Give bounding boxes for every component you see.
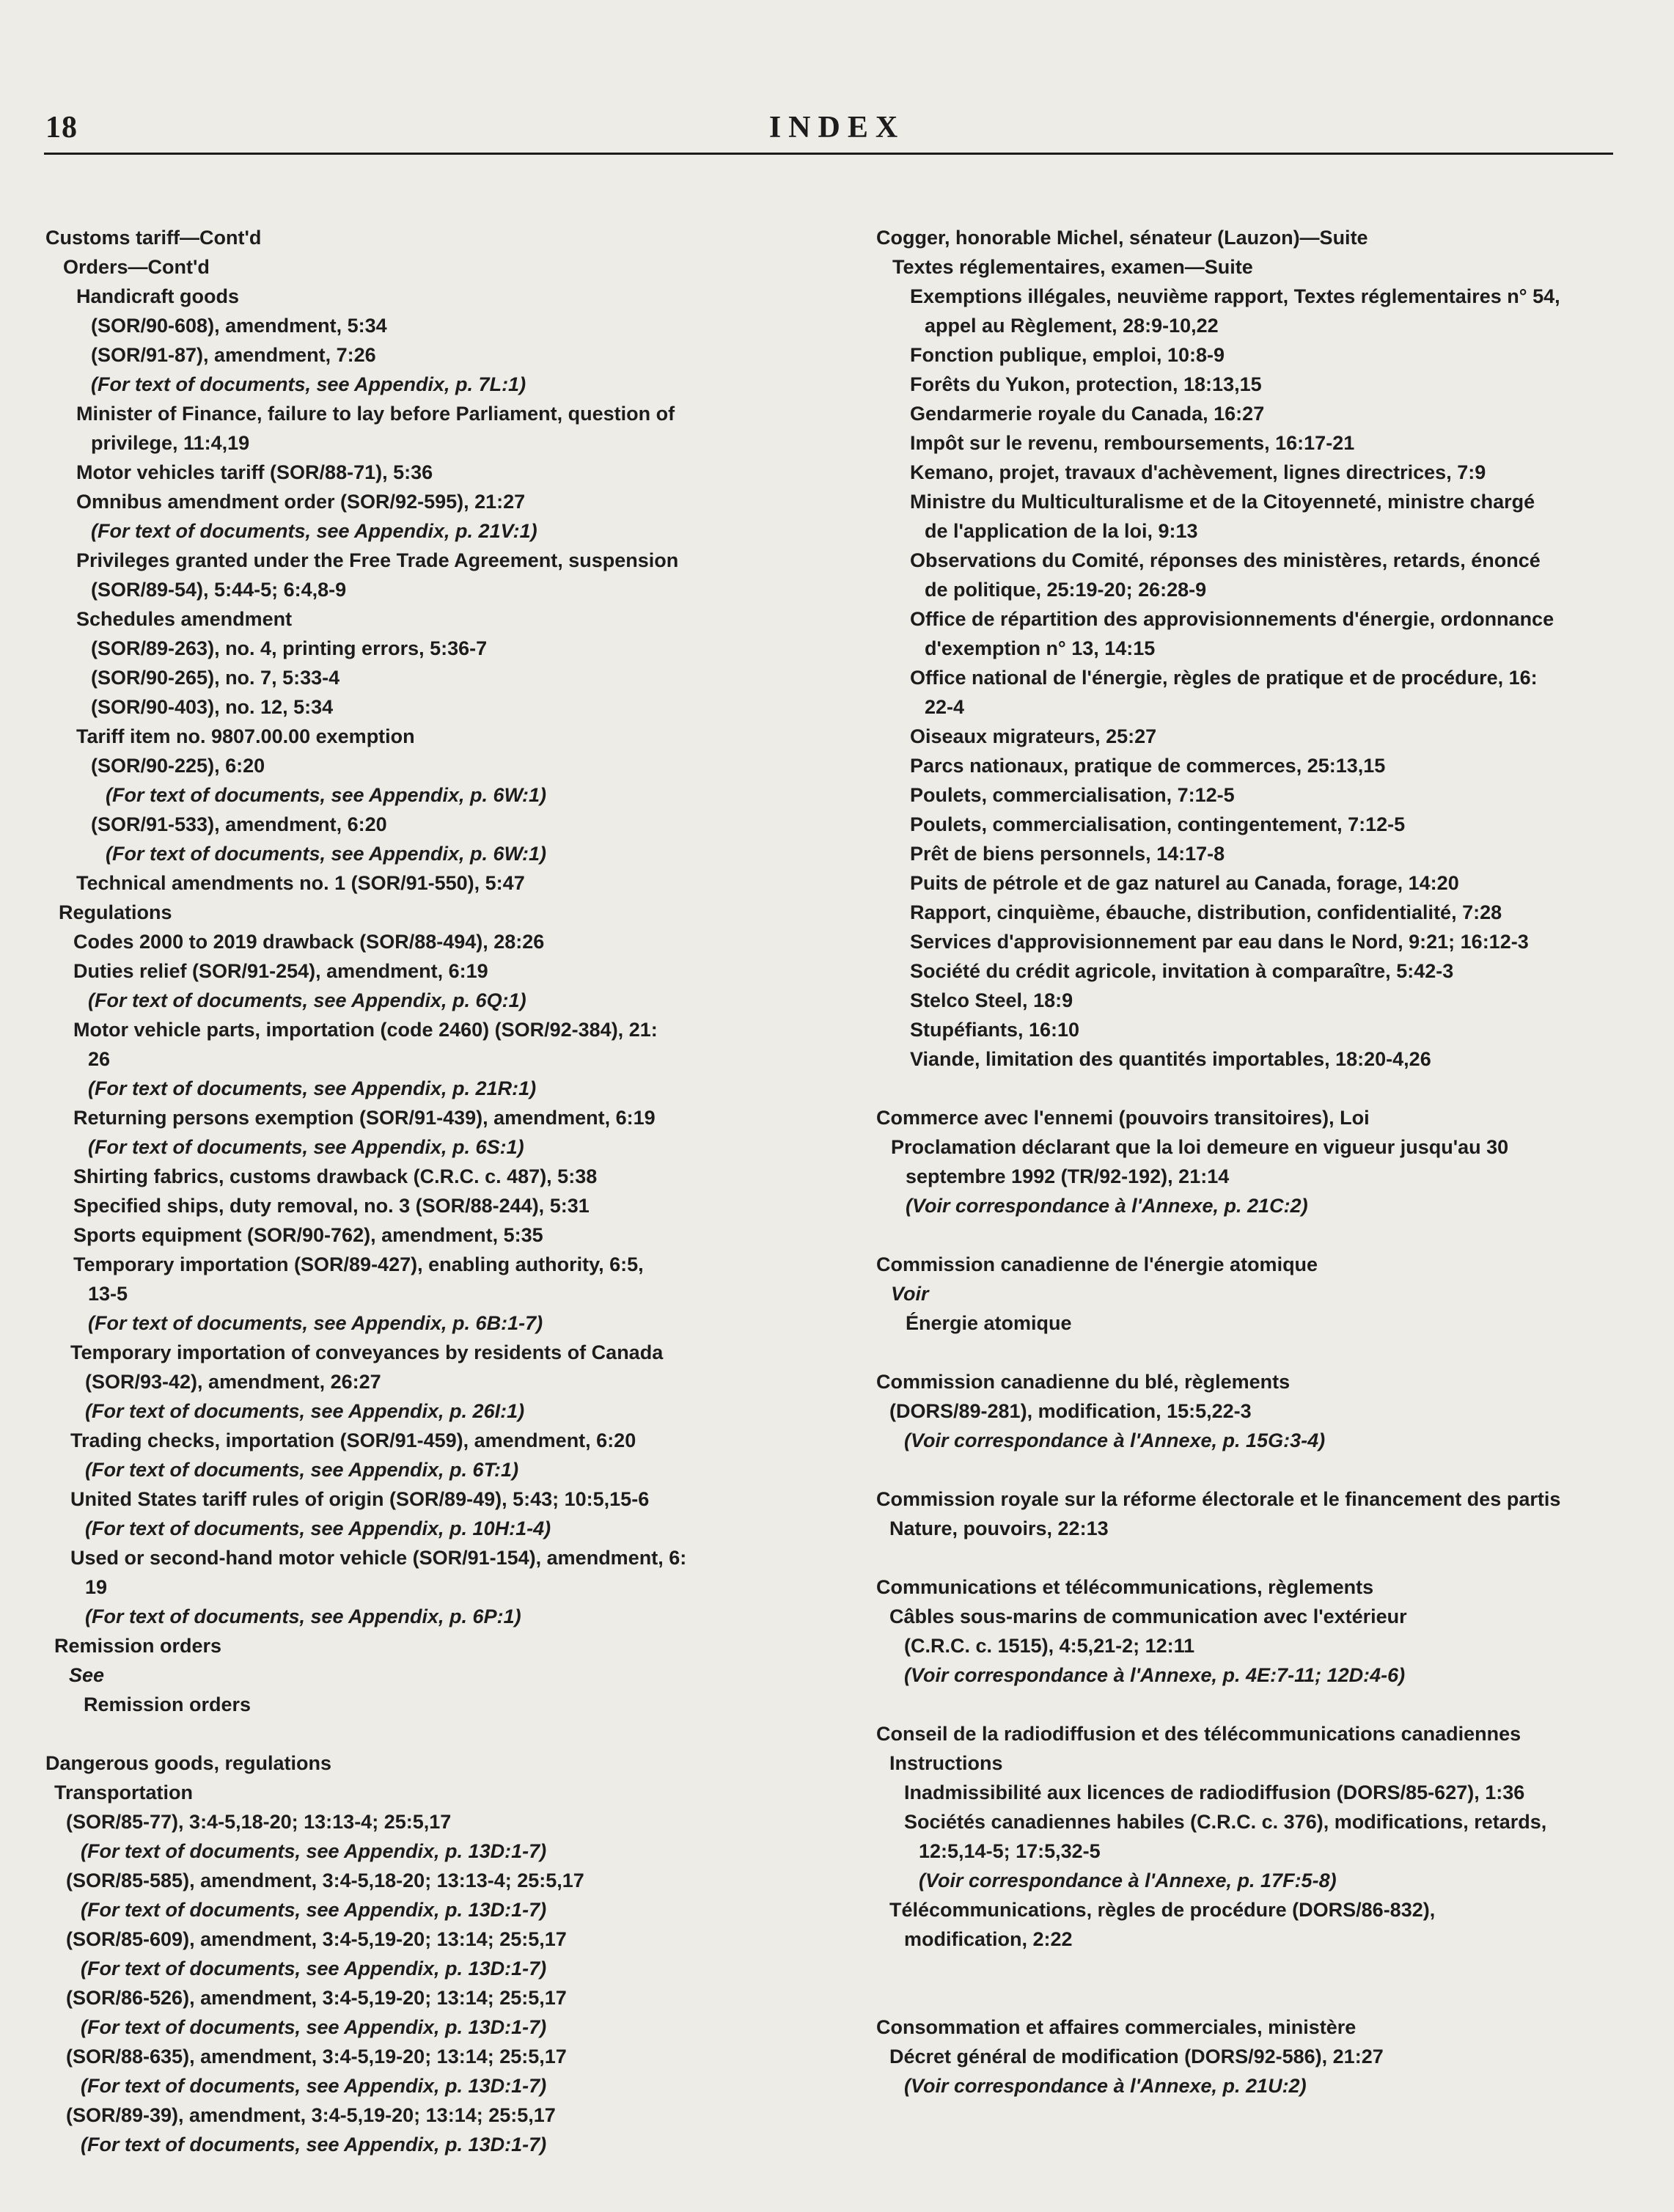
index-reference-line: (For text of documents, see Appendix, p. 13D:1-7) — [81, 2134, 547, 2156]
index-entry: (SOR/89-54), 5:44-5; 6:4,8-9 — [91, 579, 347, 601]
index-entry: modification, 2:22 — [904, 1928, 1073, 1950]
index-reference-line: (For text of documents, see Appendix, p. 13D:1-7) — [81, 1899, 547, 1921]
index-reference-line: (For text of documents, see Appendix, p. 26I:1) — [85, 1400, 525, 1422]
index-entry: (SOR/86-526), amendment, 3:4-5,19-20; 13:14; 25:5,17 — [66, 1987, 567, 2009]
index-entry: Puits de pétrole et de gaz naturel au Canada, forage, 14:20 — [910, 872, 1459, 894]
index-entry: Stelco Steel, 18:9 — [910, 989, 1073, 1011]
index-entry: Office national de l'énergie, règles de pratique et de procédure, 16: — [910, 667, 1538, 689]
index-heading: Customs tariff—Cont'd — [45, 227, 262, 249]
index-entry: Câbles sous-marins de communication avec l'extérieur — [889, 1605, 1407, 1627]
entry-gap — [876, 1220, 1639, 1250]
index-heading: Communications et télécommunications, règlements — [876, 1576, 1374, 1598]
index-reference-line: (For text of documents, see Appendix, p. 13D:1-7) — [81, 1840, 547, 1862]
index-entry: Kemano, projet, travaux d'achèvement, lignes directrices, 7:9 — [910, 461, 1486, 483]
index-entry: (SOR/90-265), no. 7, 5:33-4 — [91, 667, 340, 689]
index-heading: Dangerous goods, regulations — [45, 1752, 332, 1774]
index-entry: Remission orders — [84, 1693, 252, 1715]
index-reference-line: (For text of documents, see Appendix, p. 21V:1) — [91, 520, 537, 542]
index-entry: Nature, pouvoirs, 22:13 — [889, 1517, 1109, 1539]
index-entry: Used or second-hand motor vehicle (SOR/91-154), amendment, 6: — [70, 1547, 687, 1569]
index-entry: Privileges granted under the Free Trade Agreement, suspension — [76, 549, 679, 571]
index-entry: Transportation — [54, 1781, 194, 1803]
index-entry: (SOR/91-533), amendment, 6:20 — [91, 813, 387, 835]
index-entry: (SOR/88-635), amendment, 3:4-5,19-20; 13:14; 25:5,17 — [66, 2046, 567, 2068]
page-number: 18 — [45, 111, 78, 144]
index-reference-line: (Voir correspondance à l'Annexe, p. 17F:5-8) — [919, 1869, 1337, 1891]
index-reference-line: (For text of documents, see Appendix, p. 6Q:1) — [88, 989, 526, 1011]
index-entry: (SOR/85-609), amendment, 3:4-5,19-20; 13:14; 25:5,17 — [66, 1928, 567, 1950]
index-entry: Poulets, commercialisation, 7:12-5 — [910, 784, 1235, 806]
index-entry: Oiseaux migrateurs, 25:27 — [910, 725, 1157, 747]
index-entry: Duties relief (SOR/91-254), amendment, 6:19 — [73, 960, 488, 982]
index-entry: Motor vehicles tariff (SOR/88-71), 5:36 — [76, 461, 433, 483]
index-reference-line: (For text of documents, see Appendix, p. 6T:1) — [85, 1459, 519, 1481]
entry-gap — [876, 1543, 1639, 1572]
index-heading: Commission canadienne du blé, règlements — [876, 1371, 1291, 1393]
index-entry: (C.R.C. c. 1515), 4:5,21-2; 12:11 — [904, 1635, 1195, 1657]
header-rule — [44, 153, 1613, 155]
index-reference-line: (For text of documents, see Appendix, p. 6W:1) — [106, 784, 547, 806]
index-entry: 26 — [88, 1048, 111, 1070]
index-reference-line: (For text of documents, see Appendix, p. 21R:1) — [88, 1077, 537, 1099]
index-entry: privilege, 11:4,19 — [91, 432, 250, 454]
index-reference-line: (Voir correspondance à l'Annexe, p. 15G:3-4) — [904, 1429, 1326, 1451]
index-reference-line: (For text of documents, see Appendix, p. 7L:1) — [91, 373, 526, 395]
index-entry: Sports equipment (SOR/90-762), amendment, 5:35 — [73, 1224, 543, 1246]
index-entry: Viande, limitation des quantités importables, 18:20-4,26 — [910, 1048, 1431, 1070]
index-entry: (SOR/90-225), 6:20 — [91, 755, 265, 777]
index-reference-line: (For text of documents, see Appendix, p. 6B:1-7) — [88, 1312, 543, 1334]
index-entry: Motor vehicle parts, importation (code 2460) (SOR/92-384), 21: — [73, 1019, 658, 1041]
index-reference-line: (Voir correspondance à l'Annexe, p. 21U:2) — [904, 2075, 1307, 2097]
index-entry: Observations du Comité, réponses des ministères, retards, énoncé — [910, 549, 1541, 571]
index-entry: Gendarmerie royale du Canada, 16:27 — [910, 403, 1265, 425]
index-entry: 19 — [85, 1576, 108, 1598]
index-reference-line: (For text of documents, see Appendix, p. 6W:1) — [106, 843, 547, 865]
index-reference-line: (For text of documents, see Appendix, p. 6S:1) — [88, 1136, 524, 1158]
entry-gap — [876, 1954, 1639, 1983]
index-entry: (DORS/89-281), modification, 15:5,22-3 — [889, 1400, 1252, 1422]
index-entry: (SOR/91-87), amendment, 7:26 — [91, 344, 376, 366]
index-entry: United States tariff rules of origin (SOR/89-49), 5:43; 10:5,15-6 — [70, 1488, 650, 1510]
index-entry: Specified ships, duty removal, no. 3 (SOR/88-244), 5:31 — [73, 1195, 590, 1217]
index-reference-line: Voir — [891, 1283, 929, 1305]
index-entry: Tariff item no. 9807.00.00 exemption — [76, 725, 415, 747]
index-entry: Fonction publique, emploi, 10:8-9 — [910, 344, 1225, 366]
entry-gap — [45, 1719, 837, 1748]
index-entry: 13-5 — [88, 1283, 128, 1305]
entry-gap — [876, 1074, 1639, 1103]
index-entry: Minister of Finance, failure to lay before Parliament, question of — [76, 403, 675, 425]
index-entry: 12:5,14-5; 17:5,32-5 — [919, 1840, 1101, 1862]
index-entry: Temporary importation (SOR/89-427), enabling authority, 6:5, — [73, 1253, 644, 1275]
index-entry: Trading checks, importation (SOR/91-459), amendment, 6:20 — [70, 1429, 636, 1451]
running-head-title: INDEX — [768, 111, 906, 144]
index-entry: Proclamation déclarant que la loi demeure en vigueur jusqu'au 30 — [891, 1136, 1509, 1158]
index-entry: Textes réglementaires, examen—Suite — [892, 256, 1253, 278]
index-entry: de politique, 25:19-20; 26:28-9 — [925, 579, 1207, 601]
index-entry: Returning persons exemption (SOR/91-439), amendment, 6:19 — [73, 1107, 656, 1129]
index-entry: Impôt sur le revenu, remboursements, 16:17-21 — [910, 432, 1355, 454]
index-entry: Technical amendments no. 1 (SOR/91-550), 5:47 — [76, 872, 525, 894]
index-entry: (SOR/90-403), no. 12, 5:34 — [91, 696, 334, 718]
index-heading: Commission canadienne de l'énergie atomique — [876, 1253, 1318, 1275]
index-entry: Énergie atomique — [906, 1312, 1072, 1334]
index-entry: Décret général de modification (DORS/92-586), 21:27 — [889, 2046, 1384, 2068]
index-reference-line: (For text of documents, see Appendix, p. 13D:1-7) — [81, 2016, 547, 2038]
index-reference-line: (Voir correspondance à l'Annexe, p. 4E:7-11; 12D:4-6) — [904, 1664, 1406, 1686]
index-heading: Commission royale sur la réforme électorale et le financement des partis — [876, 1488, 1561, 1510]
index-entry: (SOR/93-42), amendment, 26:27 — [85, 1371, 381, 1393]
index-entry: (SOR/89-39), amendment, 3:4-5,19-20; 13:14; 25:5,17 — [66, 2104, 556, 2126]
index-entry: Inadmissibilité aux licences de radiodiffusion (DORS/85-627), 1:36 — [904, 1781, 1525, 1803]
index-entry: (SOR/85-77), 3:4-5,18-20; 13:13-4; 25:5,17 — [66, 1811, 452, 1833]
index-entry: (SOR/89-263), no. 4, printing errors, 5:36-7 — [91, 637, 488, 659]
index-heading: Conseil de la radiodiffusion et des télécommunications canadiennes — [876, 1723, 1521, 1745]
index-entry: appel au Règlement, 28:9-10,22 — [925, 315, 1219, 337]
index-reference-line: (For text of documents, see Appendix, p. 6P:1) — [85, 1605, 521, 1627]
index-entry: Codes 2000 to 2019 drawback (SOR/88-494), 28:26 — [73, 931, 545, 953]
index-entry: d'exemption n° 13, 14:15 — [925, 637, 1156, 659]
index-entry: Poulets, commercialisation, contingentement, 7:12-5 — [910, 813, 1406, 835]
index-entry: Prêt de biens personnels, 14:17-8 — [910, 843, 1225, 865]
index-reference-line: (Voir correspondance à l'Annexe, p. 21C:2) — [906, 1195, 1308, 1217]
entry-gap — [876, 1983, 1639, 2013]
index-entry: Parcs nationaux, pratique de commerces, 25:13,15 — [910, 755, 1386, 777]
index-reference-line: (For text of documents, see Appendix, p. 10H:1-4) — [85, 1517, 551, 1539]
index-entry: Ministre du Multiculturalisme et de la Citoyenneté, ministre chargé — [910, 491, 1535, 513]
index-entry: Remission orders — [54, 1635, 222, 1657]
entry-gap — [876, 1690, 1639, 1719]
index-entry: Omnibus amendment order (SOR/92-595), 21:27 — [76, 491, 526, 513]
index-entry: Rapport, cinquième, ébauche, distribution, confidentialité, 7:28 — [910, 901, 1502, 923]
entry-gap — [876, 1338, 1639, 1367]
index-reference-line: See — [69, 1664, 105, 1686]
index-entry: de l'application de la loi, 9:13 — [925, 520, 1198, 542]
index-entry: Instructions — [889, 1752, 1003, 1774]
index-entry: (SOR/90-608), amendment, 5:34 — [91, 315, 387, 337]
index-heading: Cogger, honorable Michel, sénateur (Lauzon)—Suite — [876, 227, 1368, 249]
index-entry: Shirting fabrics, customs drawback (C.R.C. c. 487), 5:38 — [73, 1165, 598, 1187]
index-entry: Schedules amendment — [76, 608, 293, 630]
index-reference-line: (For text of documents, see Appendix, p. 13D:1-7) — [81, 2075, 547, 2097]
index-reference-line: (For text of documents, see Appendix, p. 13D:1-7) — [81, 1958, 547, 1980]
entry-gap — [876, 1455, 1639, 1484]
index-entry: Services d'approvisionnement par eau dans le Nord, 9:21; 16:12-3 — [910, 931, 1529, 953]
index-entry: Télécommunications, règles de procédure (DORS/86-832), — [889, 1899, 1436, 1921]
index-entry: Handicraft goods — [76, 285, 240, 307]
index-entry: Regulations — [59, 901, 172, 923]
index-entry: Forêts du Yukon, protection, 18:13,15 — [910, 373, 1262, 395]
index-entry: Office de répartition des approvisionnements d'énergie, ordonnance — [910, 608, 1554, 630]
index-entry: Temporary importation of conveyances by residents of Canada — [70, 1341, 664, 1363]
index-entry: Exemptions illégales, neuvième rapport, Textes réglementaires n° 54, — [910, 285, 1560, 307]
index-entry: 22-4 — [925, 696, 965, 718]
index-entry: Sociétés canadiennes habiles (C.R.C. c. 376), modifications, retards, — [904, 1811, 1547, 1833]
index-column-left — [45, 223, 837, 2159]
index-entry: Stupéfiants, 16:10 — [910, 1019, 1080, 1041]
index-entry: Orders—Cont'd — [63, 256, 210, 278]
index-column-right — [876, 223, 1639, 2101]
index-heading: Commerce avec l'ennemi (pouvoirs transitoires), Loi — [876, 1107, 1370, 1129]
index-heading: Consommation et affaires commerciales, ministère — [876, 2016, 1357, 2038]
index-entry: Société du crédit agricole, invitation à comparaître, 5:42-3 — [910, 960, 1454, 982]
index-entry: septembre 1992 (TR/92-192), 21:14 — [906, 1165, 1230, 1187]
index-entry: (SOR/85-585), amendment, 3:4-5,18-20; 13:13-4; 25:5,17 — [66, 1869, 584, 1891]
